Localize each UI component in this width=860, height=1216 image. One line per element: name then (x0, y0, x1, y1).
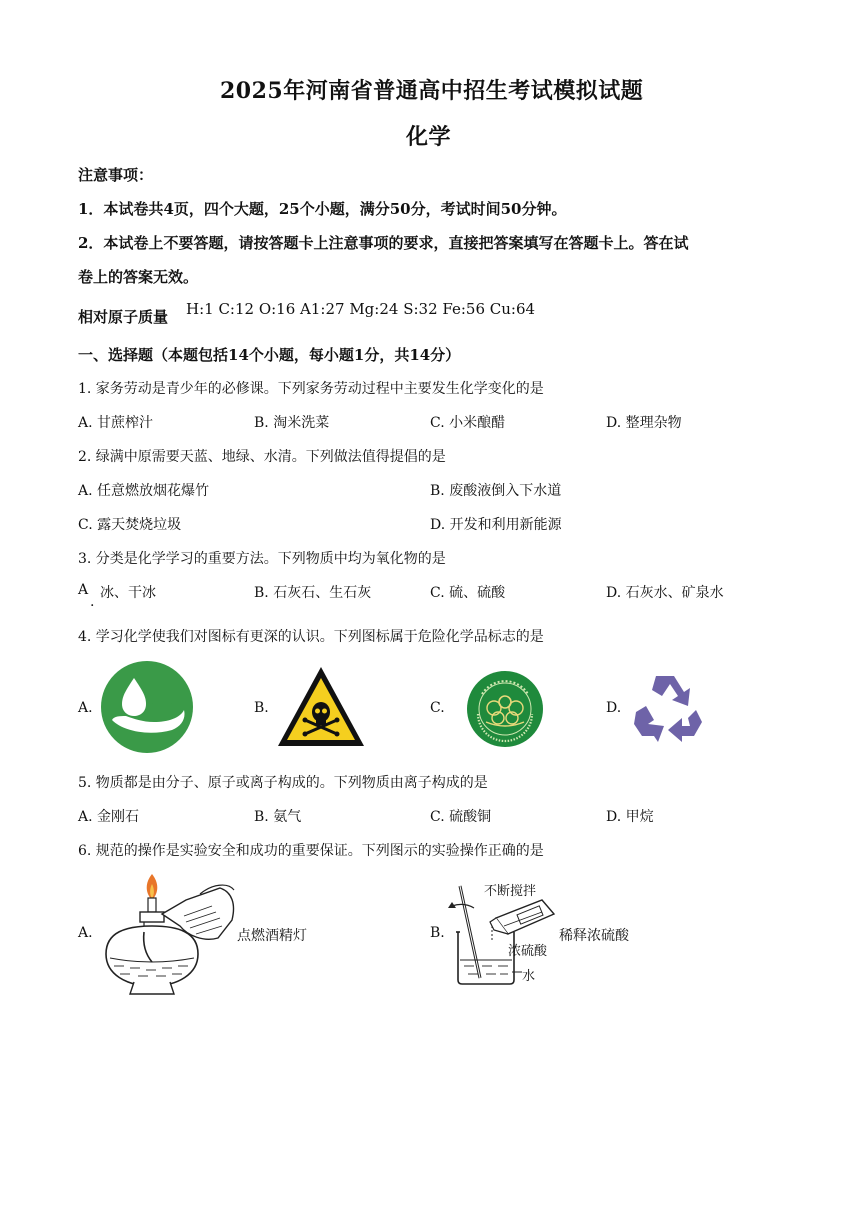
alcohol-lamp-lighting-figure (100, 870, 240, 998)
exam-title: 2025年河南省普通高中招生考试模拟试题 (220, 78, 644, 104)
notes-heading: 注意事项： (78, 166, 154, 184)
recycle-icon[interactable] (626, 670, 708, 744)
china-environmental-label-icon[interactable] (464, 670, 546, 748)
figure-b-title-label: 稀释浓硫酸 (559, 928, 629, 944)
question-6-option-a[interactable]: A. (78, 925, 93, 941)
question-2-option-b[interactable]: B. 废酸液倒入下水道 (430, 483, 562, 499)
question-3-option-d[interactable]: D. 石灰水、矿泉水 (606, 585, 724, 601)
question-3-option-b[interactable]: B. 石灰石、生石灰 (254, 585, 372, 601)
question-4-option-a[interactable]: A. (78, 700, 93, 716)
question-1-stem: 1. 家务劳动是青少年的必修课。下列家务劳动过程中主要发生化学变化的是 (78, 381, 544, 397)
subject-title: 化学 (406, 124, 452, 150)
question-4-option-c[interactable]: C. (430, 700, 445, 716)
question-6-option-b[interactable]: B. (430, 925, 445, 941)
atomic-mass-values: H:1 C:12 O:16 A1:27 Mg:24 S:32 Fe:56 Cu:64 (186, 300, 536, 318)
water-saving-icon[interactable] (98, 660, 196, 754)
notes-item-2a: 2．本试卷上不要答题，请按答题卡上注意事项的要求，直接把答案填写在答题卡上。答在试 (78, 234, 689, 252)
question-1-option-b[interactable]: B. 淘米洗菜 (254, 415, 330, 431)
notes-item-1: 1．本试卷共4页，四个大题，25个小题，满分50分，考试时间50分钟。 (78, 200, 567, 218)
question-5-option-d[interactable]: D. 甲烷 (606, 809, 654, 825)
figure-b-stir-label: 不断搅拌 (484, 884, 537, 899)
question-5-stem: 5. 物质都是由分子、原子或离子构成的。下列物质由离子构成的是 (78, 775, 488, 791)
question-1-option-d[interactable]: D. 整理杂物 (606, 415, 682, 431)
figure-b-acid-label: 浓硫酸 (508, 944, 548, 959)
question-5-option-a[interactable]: A. 金刚石 (78, 809, 140, 825)
figure-a-label: 点燃酒精灯 (237, 928, 307, 944)
question-3-option-a-letter[interactable]: A (78, 582, 89, 598)
question-2-stem: 2. 绿满中原需要天蓝、地绿、水清。下列做法值得提倡的是 (78, 449, 446, 465)
figure-b-water-label: 水 (522, 969, 536, 984)
question-2-option-a[interactable]: A. 任意燃放烟花爆竹 (78, 483, 210, 499)
atomic-mass-label: 相对原子质量 (78, 308, 169, 326)
question-2-option-d[interactable]: D. 开发和利用新能源 (430, 517, 562, 533)
question-3-stem: 3. 分类是化学学习的重要方法。下列物质中均为氧化物的是 (78, 551, 446, 567)
toxic-hazard-icon[interactable] (275, 664, 367, 750)
question-3-option-a-dot: . (90, 594, 95, 610)
question-3-option-a-text[interactable]: 冰、干冰 (100, 585, 156, 601)
question-2-option-c[interactable]: C. 露天焚烧垃圾 (78, 517, 182, 533)
question-4-option-b[interactable]: B. (254, 700, 269, 716)
question-1-option-a[interactable]: A. 甘蔗榨汁 (78, 415, 154, 431)
section-1-heading: 一、选择题（本题包括14个小题，每小题1分，共14分） (78, 346, 461, 364)
question-5-option-b[interactable]: B. 氨气 (254, 809, 302, 825)
notes-item-2b: 卷上的答案无效。 (78, 268, 199, 286)
question-4-option-d[interactable]: D. (606, 700, 622, 716)
question-5-option-c[interactable]: C. 硫酸铜 (430, 809, 492, 825)
question-1-option-c[interactable]: C. 小米酿醋 (430, 415, 506, 431)
question-4-stem: 4. 学习化学使我们对图标有更深的认识。下列图标属于危险化学品标志的是 (78, 629, 544, 645)
question-3-option-c[interactable]: C. 硫、硫酸 (430, 585, 506, 601)
question-6-stem: 6. 规范的操作是实验安全和成功的重要保证。下列图示的实验操作正确的是 (78, 843, 544, 859)
